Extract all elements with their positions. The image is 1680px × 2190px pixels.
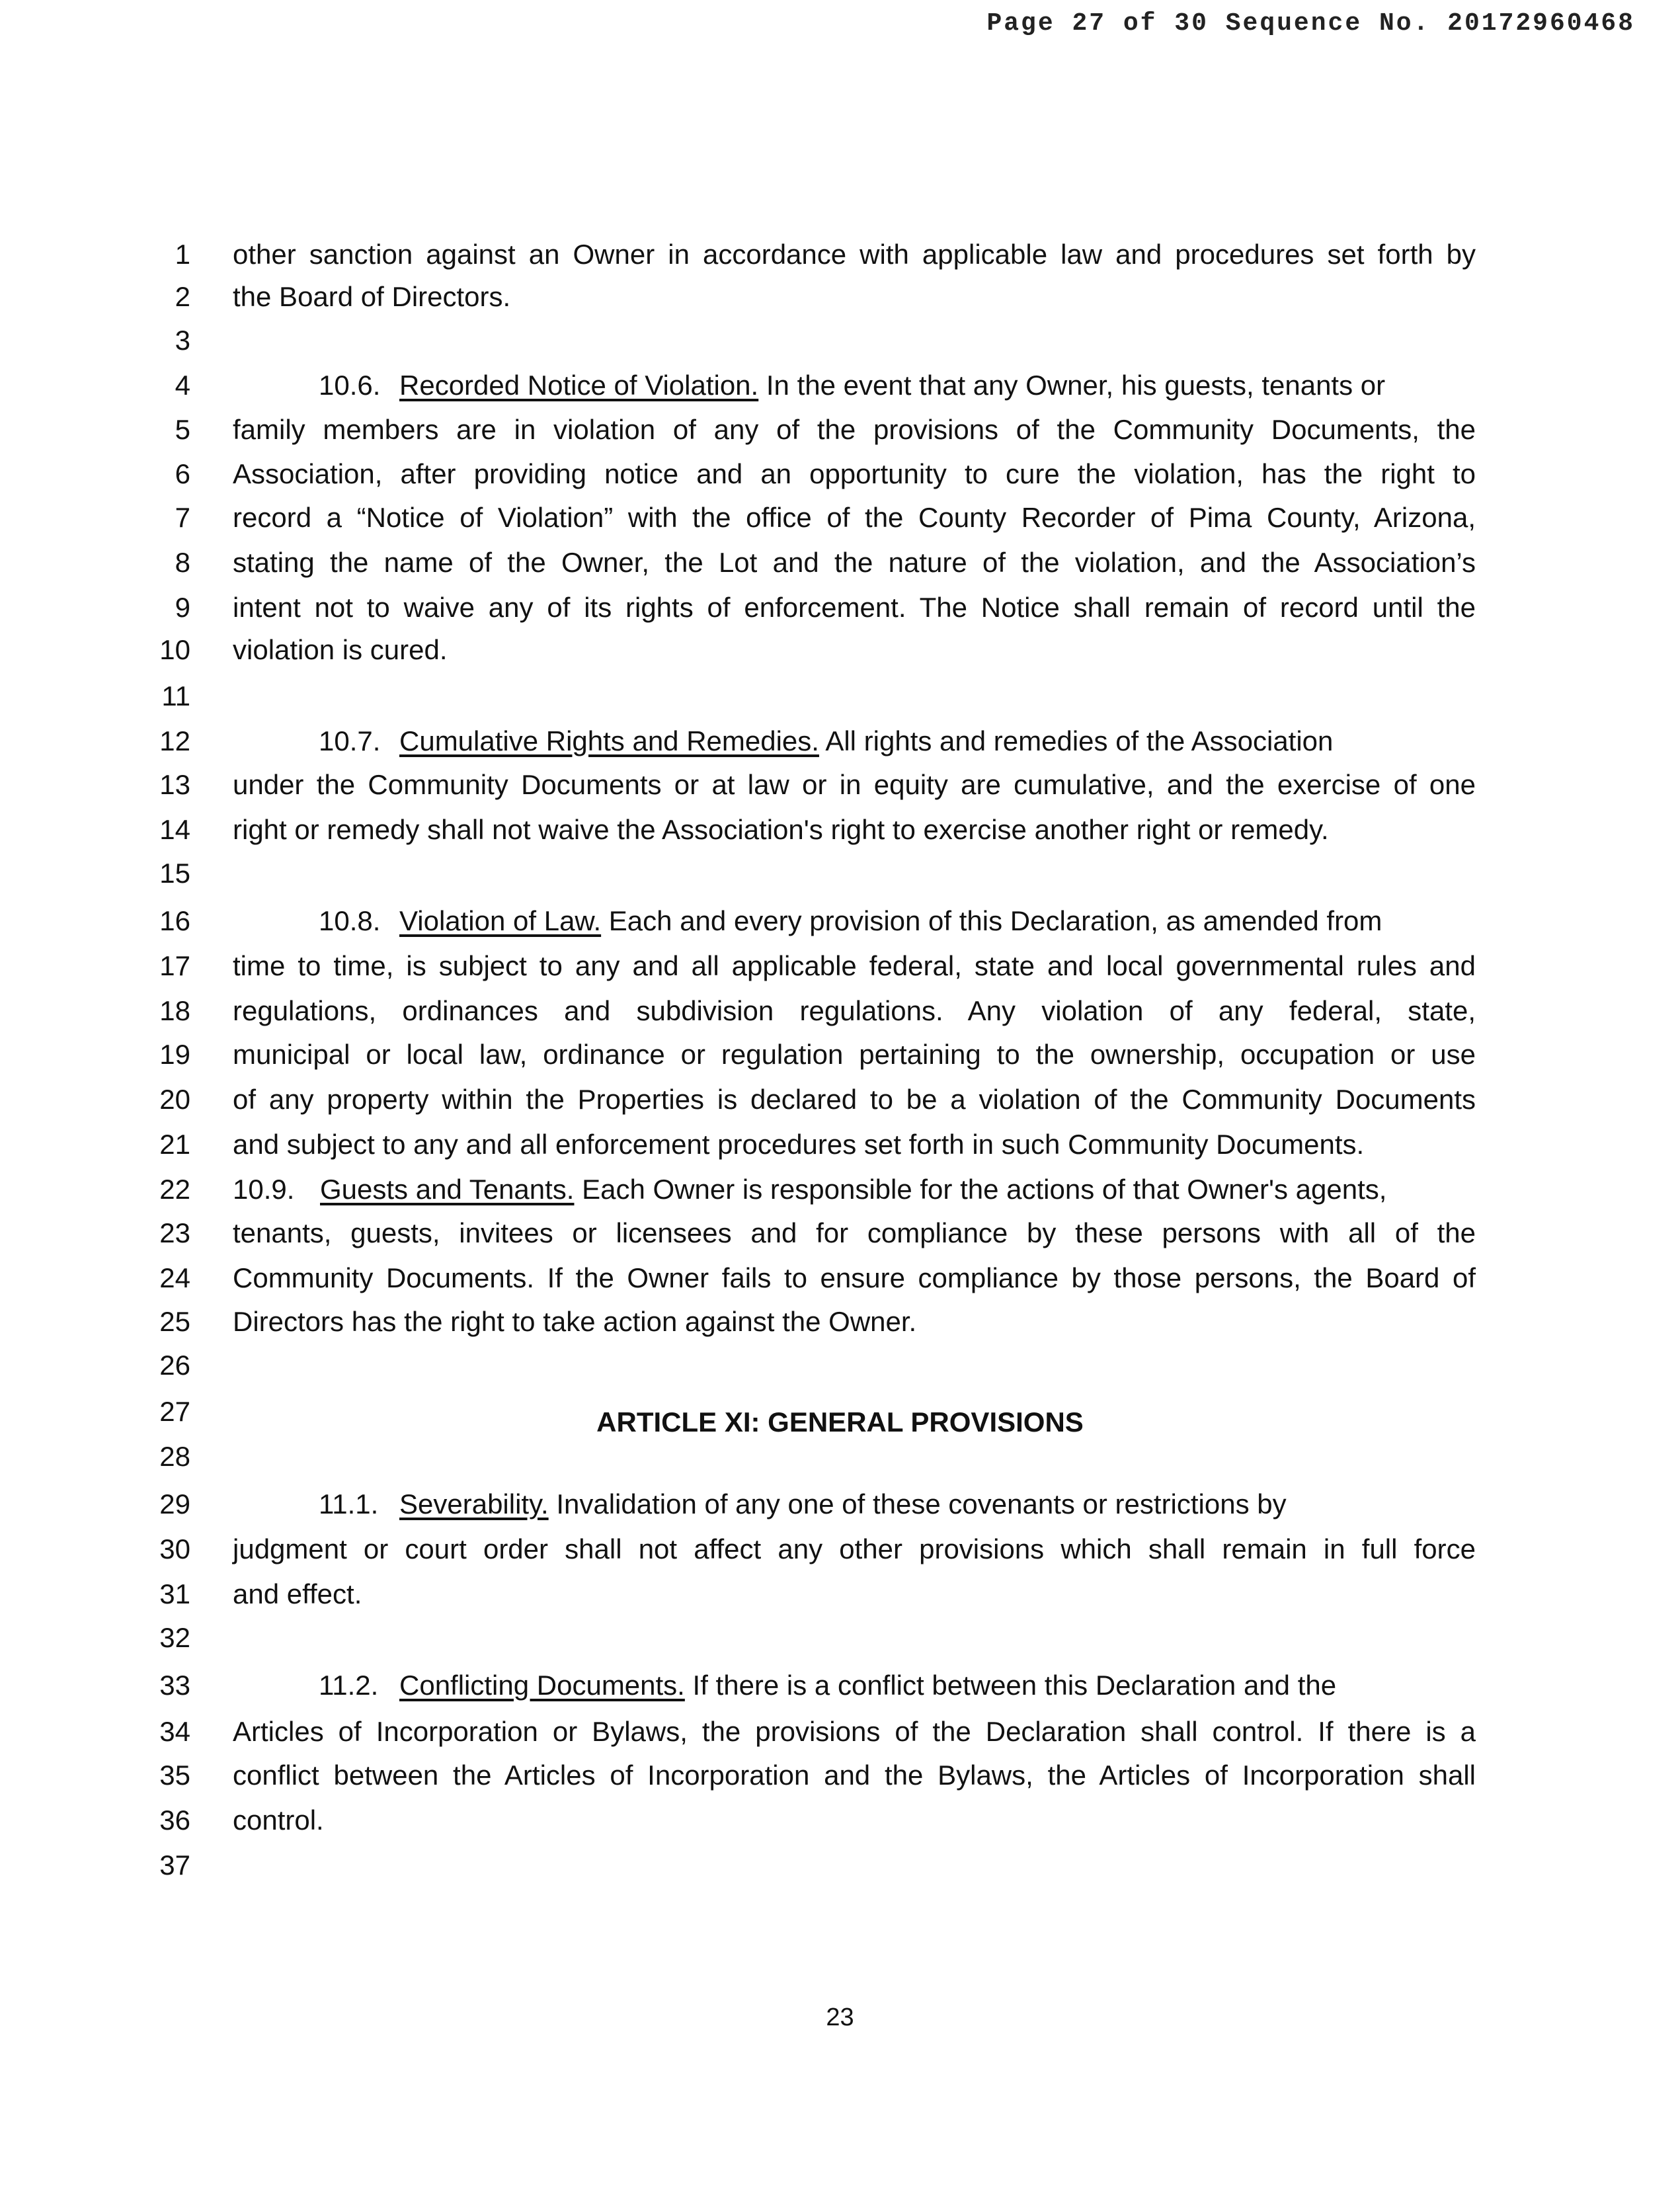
section-line (233, 1669, 1476, 1702)
line-text: Community Documents. If the Owner fails to ensure compliance by those persons, the Board of (233, 1262, 1476, 1293)
document-line (0, 324, 1680, 370)
section-title: Conflicting Documents. (399, 1670, 685, 1701)
document-line (0, 1128, 1680, 1174)
line-number: 24 (159, 1262, 190, 1293)
line-text: other sanction against an Owner in accordance with applicable law and procedures set forth by (233, 239, 1476, 270)
line-number: 15 (159, 858, 190, 889)
line-text: stating the name of the Owner, the Lot and the nature of the violation, and the Association’s (233, 547, 1476, 578)
line-text: and effect. (233, 1578, 362, 1609)
document-line (0, 1533, 1680, 1579)
line-text: and subject to any and all enforcement procedures set forth in such Community Documents. (233, 1129, 1365, 1160)
document-line (0, 1173, 1680, 1219)
line-text: right or remedy shall not waive the Association's right to exercise another right or remedy. (233, 814, 1329, 845)
section-title: Guests and Tenants. (320, 1174, 575, 1205)
section-title: Severability. (399, 1488, 549, 1520)
line-number: 36 (159, 1805, 190, 1836)
line-number: 10 (159, 634, 190, 665)
section-line (233, 725, 1476, 758)
line-number: 37 (159, 1849, 190, 1881)
line-text: the Board of Directors. (233, 281, 511, 312)
line-number: 26 (159, 1350, 190, 1381)
line-number: 22 (159, 1174, 190, 1205)
section-line (233, 905, 1476, 938)
section-title: Cumulative Rights and Remedies. (399, 725, 819, 756)
line-text: Directors has the right to take action against the Owner. (233, 1306, 917, 1337)
page-header-sequence: Page 27 of 30 Sequence No. 20172960468 (986, 9, 1635, 38)
line-number: 31 (159, 1578, 190, 1609)
section-number: 11.2. (319, 1670, 379, 1701)
line-text: municipal or local law, ordinance or regulation pertaining to the ownership, occupation or use (233, 1039, 1476, 1070)
line-text: In the event that any Owner, his guests, tenants or (758, 370, 1386, 401)
line-number: 30 (159, 1533, 190, 1564)
section-line (233, 1488, 1476, 1521)
line-text: conflict between the Articles of Incorporation and the Bylaws, the Articles of Incorporation shall (233, 1760, 1476, 1791)
line-number: 11 (161, 680, 190, 711)
document-line (0, 369, 1680, 415)
document-line (0, 633, 1680, 680)
line-number: 17 (159, 950, 190, 981)
line-number: 3 (175, 325, 190, 356)
document-line (0, 1262, 1680, 1308)
line-number: 35 (159, 1760, 190, 1791)
document-line (0, 1305, 1680, 1352)
document-line (0, 458, 1680, 504)
document-line (0, 1804, 1680, 1850)
document-line (0, 1849, 1680, 1895)
line-number: 4 (175, 370, 190, 401)
document-line (0, 1217, 1680, 1263)
document-line (0, 501, 1680, 548)
line-text: If there is a conflict between this Declaration and the (684, 1670, 1337, 1701)
line-number: 34 (159, 1716, 190, 1747)
line-text: family members are in violation of any of the provisions of the Community Documents, the (233, 414, 1476, 445)
line-number: 6 (175, 458, 190, 489)
document-line (0, 994, 1680, 1041)
line-text: tenants, guests, invitees or licensees and for compliance by these persons with all of the (233, 1217, 1476, 1248)
document-line (0, 1488, 1680, 1534)
line-text: under the Community Documents or at law or in equity are cumulative, and the exercise of one (233, 769, 1476, 800)
line-number: 2 (175, 281, 190, 312)
document-line (0, 1621, 1680, 1668)
line-text: record a “Notice of Violation” with the office of the County Recorder of Pima County, Arizona, (233, 502, 1476, 533)
document-line (0, 813, 1680, 860)
document-line (0, 238, 1680, 284)
line-text: Each Owner is responsible for the actions of that Owner's agents, (574, 1174, 1387, 1205)
document-line (0, 280, 1680, 327)
line-text: Articles of Incorporation or Bylaws, the provisions of the Declaration shall control. If there is a (233, 1716, 1476, 1747)
document-line (0, 950, 1680, 996)
line-number: 13 (159, 769, 190, 800)
line-text: of any property within the Properties is declared to be a violation of the Community Documents (233, 1084, 1476, 1115)
document-line (0, 1669, 1680, 1715)
document-line (0, 1038, 1680, 1084)
document-line (0, 768, 1680, 815)
document-line (0, 1578, 1680, 1624)
line-number: 33 (159, 1670, 190, 1701)
line-number: 12 (159, 725, 190, 756)
line-number: 29 (159, 1488, 190, 1520)
line-text: Association, after providing notice and an opportunity to cure the violation, has the right to (233, 458, 1476, 489)
line-number: 16 (159, 905, 190, 936)
page-number: 23 (826, 2004, 854, 2031)
article-heading: ARTICLE XI: GENERAL PROVISIONS (596, 1406, 1084, 1438)
line-number: 23 (159, 1217, 190, 1248)
document-line (0, 591, 1680, 637)
document-line (0, 857, 1680, 903)
section-number: 10.7. (319, 725, 381, 756)
section-title: Violation of Law. (399, 905, 602, 936)
document-line (0, 1715, 1680, 1762)
document-line (0, 1349, 1680, 1395)
section-number: 10.8. (319, 905, 381, 936)
section-line (233, 1173, 1476, 1206)
line-number: 5 (175, 414, 190, 445)
line-number: 14 (159, 814, 190, 845)
line-text: violation is cured. (233, 634, 448, 665)
line-text: Invalidation of any one of these covenants or restrictions by (548, 1488, 1287, 1520)
section-title: Recorded Notice of Violation. (399, 370, 759, 401)
document-line (0, 413, 1680, 460)
document-line (0, 905, 1680, 951)
line-text: judgment or court order shall not affect any other provisions which shall remain in full force (233, 1533, 1476, 1564)
line-number: 7 (175, 502, 190, 533)
line-number: 28 (159, 1441, 190, 1472)
section-number: 10.9. (233, 1174, 295, 1205)
line-number: 20 (159, 1084, 190, 1115)
line-number: 21 (159, 1129, 190, 1160)
line-text: control. (233, 1805, 324, 1836)
section-number: 10.6. (319, 370, 381, 401)
line-number: 32 (159, 1622, 190, 1653)
line-number: 8 (175, 547, 190, 578)
line-text: Each and every provision of this Declaration, as amended from (601, 905, 1382, 936)
document-line (0, 1759, 1680, 1805)
document-line (0, 725, 1680, 771)
document-line (0, 1440, 1680, 1486)
line-number: 27 (159, 1396, 190, 1427)
line-number: 19 (159, 1039, 190, 1070)
line-text: All rights and remedies of the Association (819, 725, 1334, 756)
section-line (233, 369, 1476, 402)
document-line (0, 680, 1680, 726)
line-number: 25 (159, 1306, 190, 1337)
document-line (0, 1083, 1680, 1129)
line-text: regulations, ordinances and subdivision regulations. Any violation of any federal, state, (233, 995, 1476, 1026)
line-text: time to time, is subject to any and all applicable federal, state and local governmental rules and (233, 950, 1476, 981)
line-number: 9 (175, 592, 190, 623)
document-line (0, 546, 1680, 592)
line-text: intent not to waive any of its rights of enforcement. The Notice shall remain of record until the (233, 592, 1476, 623)
line-number: 18 (159, 995, 190, 1026)
line-number: 1 (175, 239, 190, 270)
section-number: 11.1. (319, 1488, 379, 1520)
